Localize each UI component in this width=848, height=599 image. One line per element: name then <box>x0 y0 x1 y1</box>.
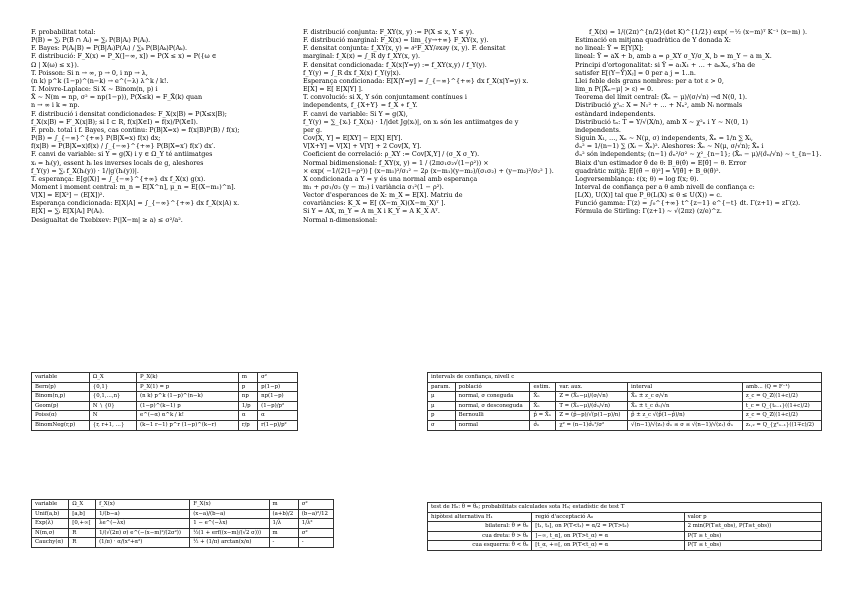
table-cell: np(1−p) <box>258 392 298 402</box>
formula-line: F. densitat condicionada: f_X(x|Y=y) := f_XY(x,y) / f_Y(y). <box>303 60 487 69</box>
formula-line: Esperança condicionada: E[X|Y=y] = ∫_{−∞}^{+∞} dx f_X(x|Y=y) x. <box>303 76 529 85</box>
table-cell: 1/λ² <box>298 519 333 529</box>
column-right-statistics <box>575 28 821 216</box>
table-cell: X̄ₙ <box>530 392 556 402</box>
formula-line: F. distribució i densitat condicionades: F_X(x|B) = P(X≤x|B); <box>31 109 227 118</box>
table-row <box>32 401 298 411</box>
table-cell: R <box>69 538 96 548</box>
table-cell: {r, r+1, …} <box>89 420 136 430</box>
table-cell: (1−p)/p² <box>258 401 298 411</box>
table-cell: (1−p)^(k−1) p <box>137 401 239 411</box>
table-cell: p̂ ± z_c √(p̂(1−p̂)/n) <box>628 411 743 421</box>
table-cell: [0,+∞[ <box>69 519 96 529</box>
table-cell: α <box>238 411 257 421</box>
formula-line: Fórmula de Stirling: Γ(z+1) ∼ √(2πz) (z/e)^z. <box>575 207 722 216</box>
formula-line: [L(X), U(X)] tal que P_θ(L(X) ≤ θ ≤ U(X)) = c. <box>575 191 722 200</box>
formula-line: V[X] = E[X²] − (E[X])². <box>31 191 105 200</box>
discrete-distributions-table <box>31 372 298 431</box>
table-row <box>32 509 334 519</box>
table-cell: m <box>269 528 298 538</box>
table-cell: σ <box>428 420 456 430</box>
table-cell: μ <box>428 392 456 402</box>
table-cell: e^(−α) α^k / k! <box>137 411 239 421</box>
formula-line: Teorema del límit central: (X̄ₙ − μ)/(σ/√n) →d N(0, 1). <box>575 93 748 102</box>
column-header: f_X(x) <box>96 500 190 510</box>
column-left-probability <box>31 28 293 224</box>
column-header: interval <box>628 382 743 392</box>
table-cell: {0,1} <box>89 382 136 392</box>
table-header-row <box>428 382 822 392</box>
formula-line: f(x|B) = P(B|X=x)f(x) / ∫_{−∞}^{+∞} P(B|X=x′) f(x′) dx′. <box>31 142 216 151</box>
table-header-row <box>32 500 334 510</box>
table-header-row <box>32 373 298 383</box>
column-header: var. aux. <box>556 382 628 392</box>
column-header: variable <box>32 373 90 383</box>
table-cell: np <box>238 392 257 402</box>
table-cell: (n k) p^k (1−p)^(n−k) <box>137 392 239 402</box>
table-row <box>428 392 822 402</box>
table-cell: R <box>69 528 96 538</box>
table-cell: Geom(p) <box>32 401 90 411</box>
column-header: σ² <box>298 500 333 510</box>
table-row <box>32 420 298 430</box>
table-cell: P(T ≤ t_obs) <box>684 541 821 551</box>
table-cell: Cauchy(α) <box>32 538 69 548</box>
table-cell: N(m,σ) <box>32 528 69 538</box>
formula-line: T. Moivre-Laplace: Si X ∼ Binom(n, p) i <box>31 85 158 94</box>
table-cell: p(1−p) <box>258 382 298 392</box>
table-cell: [a,b] <box>69 509 96 519</box>
formula-line: no lineal: Ŷ = E[Y|X]; <box>575 44 644 53</box>
column-middle-joint-distributions <box>303 28 561 224</box>
table-cell: Unif(a,b) <box>32 509 69 519</box>
table-row <box>428 420 822 430</box>
table-cell: cua dreta: θ > θ₀ <box>428 531 532 541</box>
table-caption-row <box>428 503 822 513</box>
table-cell: (x−a)/(b−a) <box>190 509 269 519</box>
table-cell: z_c = Q_Z((1+c)/2) <box>742 411 821 421</box>
formula-line: Desigualtat de Txebixev: P(|X−m| ≥ a) ≤ σ²/a². <box>31 215 183 224</box>
table-cell: (k−1 r−1) p^r (1−p)^(k−r) <box>137 420 239 430</box>
formula-line: F. distribució conjunta: F_XY(x, y) := P(X ≤ x, Y ≤ y). <box>303 28 475 36</box>
table-cell: p <box>428 411 456 421</box>
table-cell: z_c = Q_Z((1+c)/2) <box>742 392 821 402</box>
hypothesis-tests-table <box>427 502 822 551</box>
formula-line: independents. <box>575 125 621 134</box>
table-cell: - <box>269 538 298 548</box>
continuous-distributions-table <box>31 499 334 548</box>
table-cell: [t₁, t₂], on P(T<t₁) = α/2 = P(T>t₂) <box>532 522 684 532</box>
formula-line: Normal bidimensional: f_XY(x, y) = 1 / (2πσ₁σ₂√(1−ρ²)) × <box>303 158 489 167</box>
formula-line: marginal: f_X(x) = ∫_R dy f_XY(x, y). <box>303 52 421 61</box>
formula-line: X condicionada a Y = y és una normal amb esperança <box>303 174 478 183</box>
formula-line: × exp( −1/(2(1−ρ²)) [ (x−m₁)²/σ₁² − 2ρ (x−m₁)(y−m₂)/(σ₁σ₂) + (y−m₂)²/σ₂² ] ). <box>303 166 554 175</box>
table-cell: N <box>89 411 136 421</box>
formula-line: F. prob. total i f. Bayes, cas continu: P(B|X=x) = f(x|B)P(B) / f(x); <box>31 125 240 134</box>
table-cell: Bernoulli <box>455 411 530 421</box>
column-header: hipòtesi alternativa H₁ <box>428 512 532 522</box>
formula-line: F. distribució: F_X(x) = P_X(]−∞, x]) = P(X ≤ x) = P({ω ∈ <box>31 52 217 61</box>
table-cell: cua esquerra: θ < θ₀ <box>428 541 532 551</box>
column-header: estim. <box>530 382 556 392</box>
formula-line: T. Poisson: Si n → ∞, p → 0, i np → λ, <box>31 68 148 77</box>
table-cell: t_c = Q_{tₙ₋₁}((1+c)/2) <box>742 401 821 411</box>
table-cell: σ̂ₙ <box>530 420 556 430</box>
formula-line: Distribució tₙ: T = Y/√(X/n), amb X ∼ χ²ₙ i Y ∼ N(0, 1) <box>575 117 749 126</box>
formula-line: Vector d'esperances de X: m_X = E[X]. Matriu de <box>303 191 463 200</box>
table-cell: Z = (X̄ₙ−μ)/(σ/√n) <box>556 392 628 402</box>
table-row <box>32 528 334 538</box>
column-header: F_X(x) <box>190 500 269 510</box>
table-row <box>428 522 822 532</box>
table-row <box>32 538 334 548</box>
table-cell: P(T ≥ t_obs) <box>684 531 821 541</box>
table-row <box>32 519 334 529</box>
formula-line: per g. <box>303 125 323 134</box>
table-caption-row <box>428 373 822 383</box>
table-cell: normal <box>455 420 530 430</box>
column-header: m <box>269 500 298 510</box>
formula-line: Logversemblança: ℓ(x; θ) = log f(x; θ). <box>575 174 699 183</box>
formula-line: estàndard independents. <box>575 109 656 118</box>
table-cell: z₁,₂ = Q_{χ²ₙ₋₁}((1∓c)/2) <box>742 420 821 430</box>
formula-line: covariàncies: K_X = E[ (X−m_X)(X−m_X)ᵀ ]. <box>303 199 446 208</box>
table-cell: σ² <box>298 528 333 538</box>
formula-line: V[X+Y] = V[X] + V[Y] + 2 Cov[X, Y]. <box>303 142 422 151</box>
formula-line: lim_n P(|X̄ₙ−μ| > ε) = 0. <box>575 85 654 94</box>
table-row <box>428 541 822 551</box>
formula-line: Ω | X(ω) ≤ x}). <box>31 60 79 69</box>
table-cell: (a+b)/2 <box>269 509 298 519</box>
table-cell: ]−∞, t_α], on P(T>t_α) = α <box>532 531 684 541</box>
column-header: variable <box>32 500 69 510</box>
column-header: P_X(k) <box>137 373 239 383</box>
formula-line: Siguin X₁, …, Xₙ ∼ N(μ, σ) independents, X̄ₙ = 1/n ∑ Xᵢ, <box>575 134 753 143</box>
table-cell: ½(1 + erf((x−m)/(√2 σ))) <box>190 528 269 538</box>
table-caption: intervals de confiança, nivell c <box>428 373 822 383</box>
column-header: població <box>455 382 530 392</box>
table-cell: 1 − e^(−λx) <box>190 519 269 529</box>
formula-line: E[X] = E[ E[X|Y] ]. <box>303 85 363 94</box>
formula-line: independents, f_{X+Y} = f_X ∗ f_Y. <box>303 101 418 110</box>
formula-line: Si Y = AX, m_Y = A m_X i K_Y = A K_X Aᵀ. <box>303 207 440 216</box>
formula-line: F. Bayes: P(Aᵢ|B) = P(B|Aᵢ)P(Aᵢ) / ∑ₖ P(B|Aₖ)P(Aₖ). <box>31 44 188 53</box>
table-cell: Poiss(α) <box>32 411 90 421</box>
table-cell: (1/π) · α/(x²+α²) <box>96 538 190 548</box>
column-header: m <box>238 373 257 383</box>
formula-line: Esperança condicionada: E[X|A] = ∫_{−∞}^{+∞} dx f_X(x|A) x. <box>31 199 240 208</box>
confidence-intervals-table <box>427 372 822 431</box>
table-cell: √(n−1)/√(z₂) σ̂ₙ ≤ σ ≤ √(n−1)/√(z₁) σ̂ₙ <box>628 420 743 430</box>
table-caption: test de H₀: θ = θ₀; probabilitats calculades sota H₀; estadístic de test T <box>428 503 822 513</box>
formula-line: f_X(x) = 1/((2π)^{n/2}(det K)^{1/2}) exp( −½ (x−m)ᵀ K⁻¹ (x−m) ). <box>588 28 808 36</box>
table-cell: X̄ₙ <box>530 401 556 411</box>
table-cell: (b−a)²/12 <box>298 509 333 519</box>
table-cell: [t_α, +∞[, on P(T<t_α) = α <box>532 541 684 551</box>
table-cell: p <box>238 382 257 392</box>
table-cell: BinomNeg(r,p) <box>32 420 90 430</box>
table-cell: r(1−p)/p² <box>258 420 298 430</box>
table-cell: 2 min(P(T≤t_obs), P(T≥t_obs)) <box>684 522 821 532</box>
formula-line: Funció gamma: Γ(z) = ∫₀^{+∞} t^{z−1} e^{−t} dt. Γ(z+1) = zΓ(z). <box>575 199 801 208</box>
table-cell: X̄ₙ ± t_c σ̂ₙ/√n <box>628 401 743 411</box>
table-cell: Exp(λ) <box>32 519 69 529</box>
formula-line: satisfer E[(Y−Ŷ)Xⱼ] = 0 per a j = 1..n. <box>575 68 696 77</box>
table-cell: X̄ₙ ± z_c σ/√n <box>628 392 743 402</box>
formula-line: Coeficient de correlació: ρ_XY := Cov[X,Y] / (σ_X σ_Y). <box>303 150 480 159</box>
formula-line: Biaix d'un estimador θ̂ de θ: B_θ(θ̂) = E[θ̂] − θ. Error <box>575 158 747 167</box>
table-cell: 1/(√(2π) σ) e^(−(x−m)²/(2σ²)) <box>96 528 190 538</box>
column-header: Ω_X <box>89 373 136 383</box>
formula-line: P(B) = ∫_{−∞}^{+∞} P(B|X=x) f(x) dx; <box>31 134 161 143</box>
table-cell: p̂ = X̄ₙ <box>530 411 556 421</box>
formula-line: σ̂ₙ² són independents; (n−1) σ̂ₙ²/σ² ∼ χ²_{n−1}; (X̄ₙ − μ)/(σ̂ₙ/√n) ∼ t_{n−1}. <box>575 150 822 159</box>
table-cell: - <box>298 538 333 548</box>
formula-line: f_Y(y) = ∑ᵢ f_X(hᵢ(y)) · 1/|g′(hᵢ(y))|. <box>31 166 139 175</box>
formula-line: P(B) = ∑ᵢ P(B ∩ Aᵢ) = ∑ᵢ P(B|Aᵢ) P(Aᵢ). <box>31 36 151 45</box>
formula-line: Distribució χ²ₙ: X = N₁² + … + Nₙ², amb Nᵢ normals <box>575 101 743 110</box>
formula-line: Principi d'ortogonalitat: si Ŷ = a₁X₁ + … + aₙXₙ, s'ha de <box>575 60 756 69</box>
table-row <box>32 382 298 392</box>
table-cell: N ∖ {0} <box>89 401 136 411</box>
table-cell: Z = (p̂−p)/√(p(1−p)/n) <box>556 411 628 421</box>
table-header-row <box>428 512 822 522</box>
formula-line: Cov[X, Y] = E[XY] − E[X] E[Y]. <box>303 134 403 143</box>
column-header: Ω_X <box>69 500 96 510</box>
formula-line: n → ∞ i k ≈ np. <box>31 101 80 110</box>
table-cell: normal, σ coneguda <box>455 392 530 402</box>
table-row <box>428 411 822 421</box>
formula-line: f_Y(y) = ∫_R dx f_X(x) f_Y(y|x). <box>303 68 401 77</box>
table-cell: r/p <box>238 420 257 430</box>
column-header: amb... (Q = F⁻¹) <box>742 382 821 392</box>
column-header: σ² <box>258 373 298 383</box>
table-cell: χ² = (n−1)σ̂ₙ²/σ² <box>556 420 628 430</box>
formula-line: F. densitat conjunta: f_XY(x, y) = ∂²F_XY/∂x∂y (x, y). F. densitat <box>303 44 506 53</box>
formula-line: quadràtic mitjà: E[(θ̂ − θ)²] = V[θ̂] + B_θ(θ̂)². <box>575 166 721 175</box>
formula-line: f_X(x|B) = F′_X(x|B); si I ⊂ R, f(x|X∈I) = f(x)/P(X∈I). <box>31 117 198 126</box>
formula-line: F. canvi de variable: si Y = g(X) i y ∈ Ω_Y té antiimatges <box>31 150 213 159</box>
formula-line: Llei feble dels grans nombres: per a tot ε > 0, <box>575 76 724 85</box>
formula-line: T. esperança: E[g(X)] = ∫_{−∞}^{+∞} dx f_X(x) g(x). <box>31 174 206 183</box>
table-cell: λe^(−λx) <box>96 519 190 529</box>
table-row <box>32 392 298 402</box>
table-cell: 1/(b−a) <box>96 509 190 519</box>
table-cell: 1/p <box>238 401 257 411</box>
formula-line: lineal: Ŷ = aX + b, amb a = ρ_XY σ_Y/σ_X, b = m_Y − a m_X. <box>575 52 772 61</box>
formula-line: f_Y(y) = ∑_{xᵢ} f_X(xᵢ) · 1/|det Jg(xᵢ)|, on xᵢ són les antiimatges de y <box>303 117 519 126</box>
formula-line: X̃ ∼ N(m = np, σ² = np(1−p)), P(X≤k) ≈ F_X̃(k) quan <box>31 93 203 102</box>
column-header: regió d'acceptació A₀ <box>532 512 684 522</box>
formula-line: F. probabilitat total: <box>31 28 96 36</box>
table-cell: bilateral: θ ≠ θ₀ <box>428 522 532 532</box>
formula-line: σ̂ₙ² = 1/(n−1) ∑ (Xᵢ − X̄ₙ)². Aleshores: X̄ₙ ∼ N(μ, σ/√n); X̄ₙ i <box>575 142 764 151</box>
formula-line: (n k) p^k (1−p)^(n−k) → e^(−λ) λ^k / k!. <box>31 76 169 85</box>
formula-line: xᵢ = hᵢ(y), essent hᵢ les inverses locals de g, aleshores <box>31 158 204 167</box>
formula-line: Moment i moment central: m_n = E[X^n], μ_n = E[(X−m₁)^n]. <box>31 182 236 191</box>
table-cell: P_X(1) = p <box>137 382 239 392</box>
formula-line: Interval de confiança per a θ amb nivell de confiança c: <box>575 182 755 191</box>
table-cell: T = (X̄ₙ−μ)/(σ̂ₙ/√n) <box>556 401 628 411</box>
table-row <box>428 401 822 411</box>
formula-line: F. canvi de variable: Si Y = g(X), <box>303 109 408 118</box>
table-cell: ½ + (1/π) arctan(x/α) <box>190 538 269 548</box>
formula-line: T. convolució: si X, Y són conjuntament contínues i <box>303 93 467 102</box>
formula-line: m₁ + ρσ₁/σ₂ (y − m₂) i variància σ₁²(1 − ρ²). <box>303 182 444 191</box>
table-cell: μ <box>428 401 456 411</box>
table-cell: 1/λ <box>269 519 298 529</box>
table-row <box>428 531 822 541</box>
table-cell: normal, σ desconeguda <box>455 401 530 411</box>
formula-line: E[X] = ∑ᵢ E[X|Aᵢ] P(Aᵢ). <box>31 207 105 216</box>
column-header: param. <box>428 382 456 392</box>
formula-line: Estimació en mitjana quadràtica de Y donada X: <box>575 36 731 45</box>
table-row <box>32 411 298 421</box>
formula-line: Normal n-dimensional: <box>303 215 378 224</box>
table-cell: {0,1,…,n} <box>89 392 136 402</box>
table-cell: Bern(p) <box>32 382 90 392</box>
table-cell: Binom(n,p) <box>32 392 90 402</box>
table-cell: α <box>258 411 298 421</box>
column-header: valor p <box>684 512 821 522</box>
formula-line: F. distribució marginal: F_X(x) = lim_{y→+∞} F_XY(x, y). <box>303 36 489 45</box>
